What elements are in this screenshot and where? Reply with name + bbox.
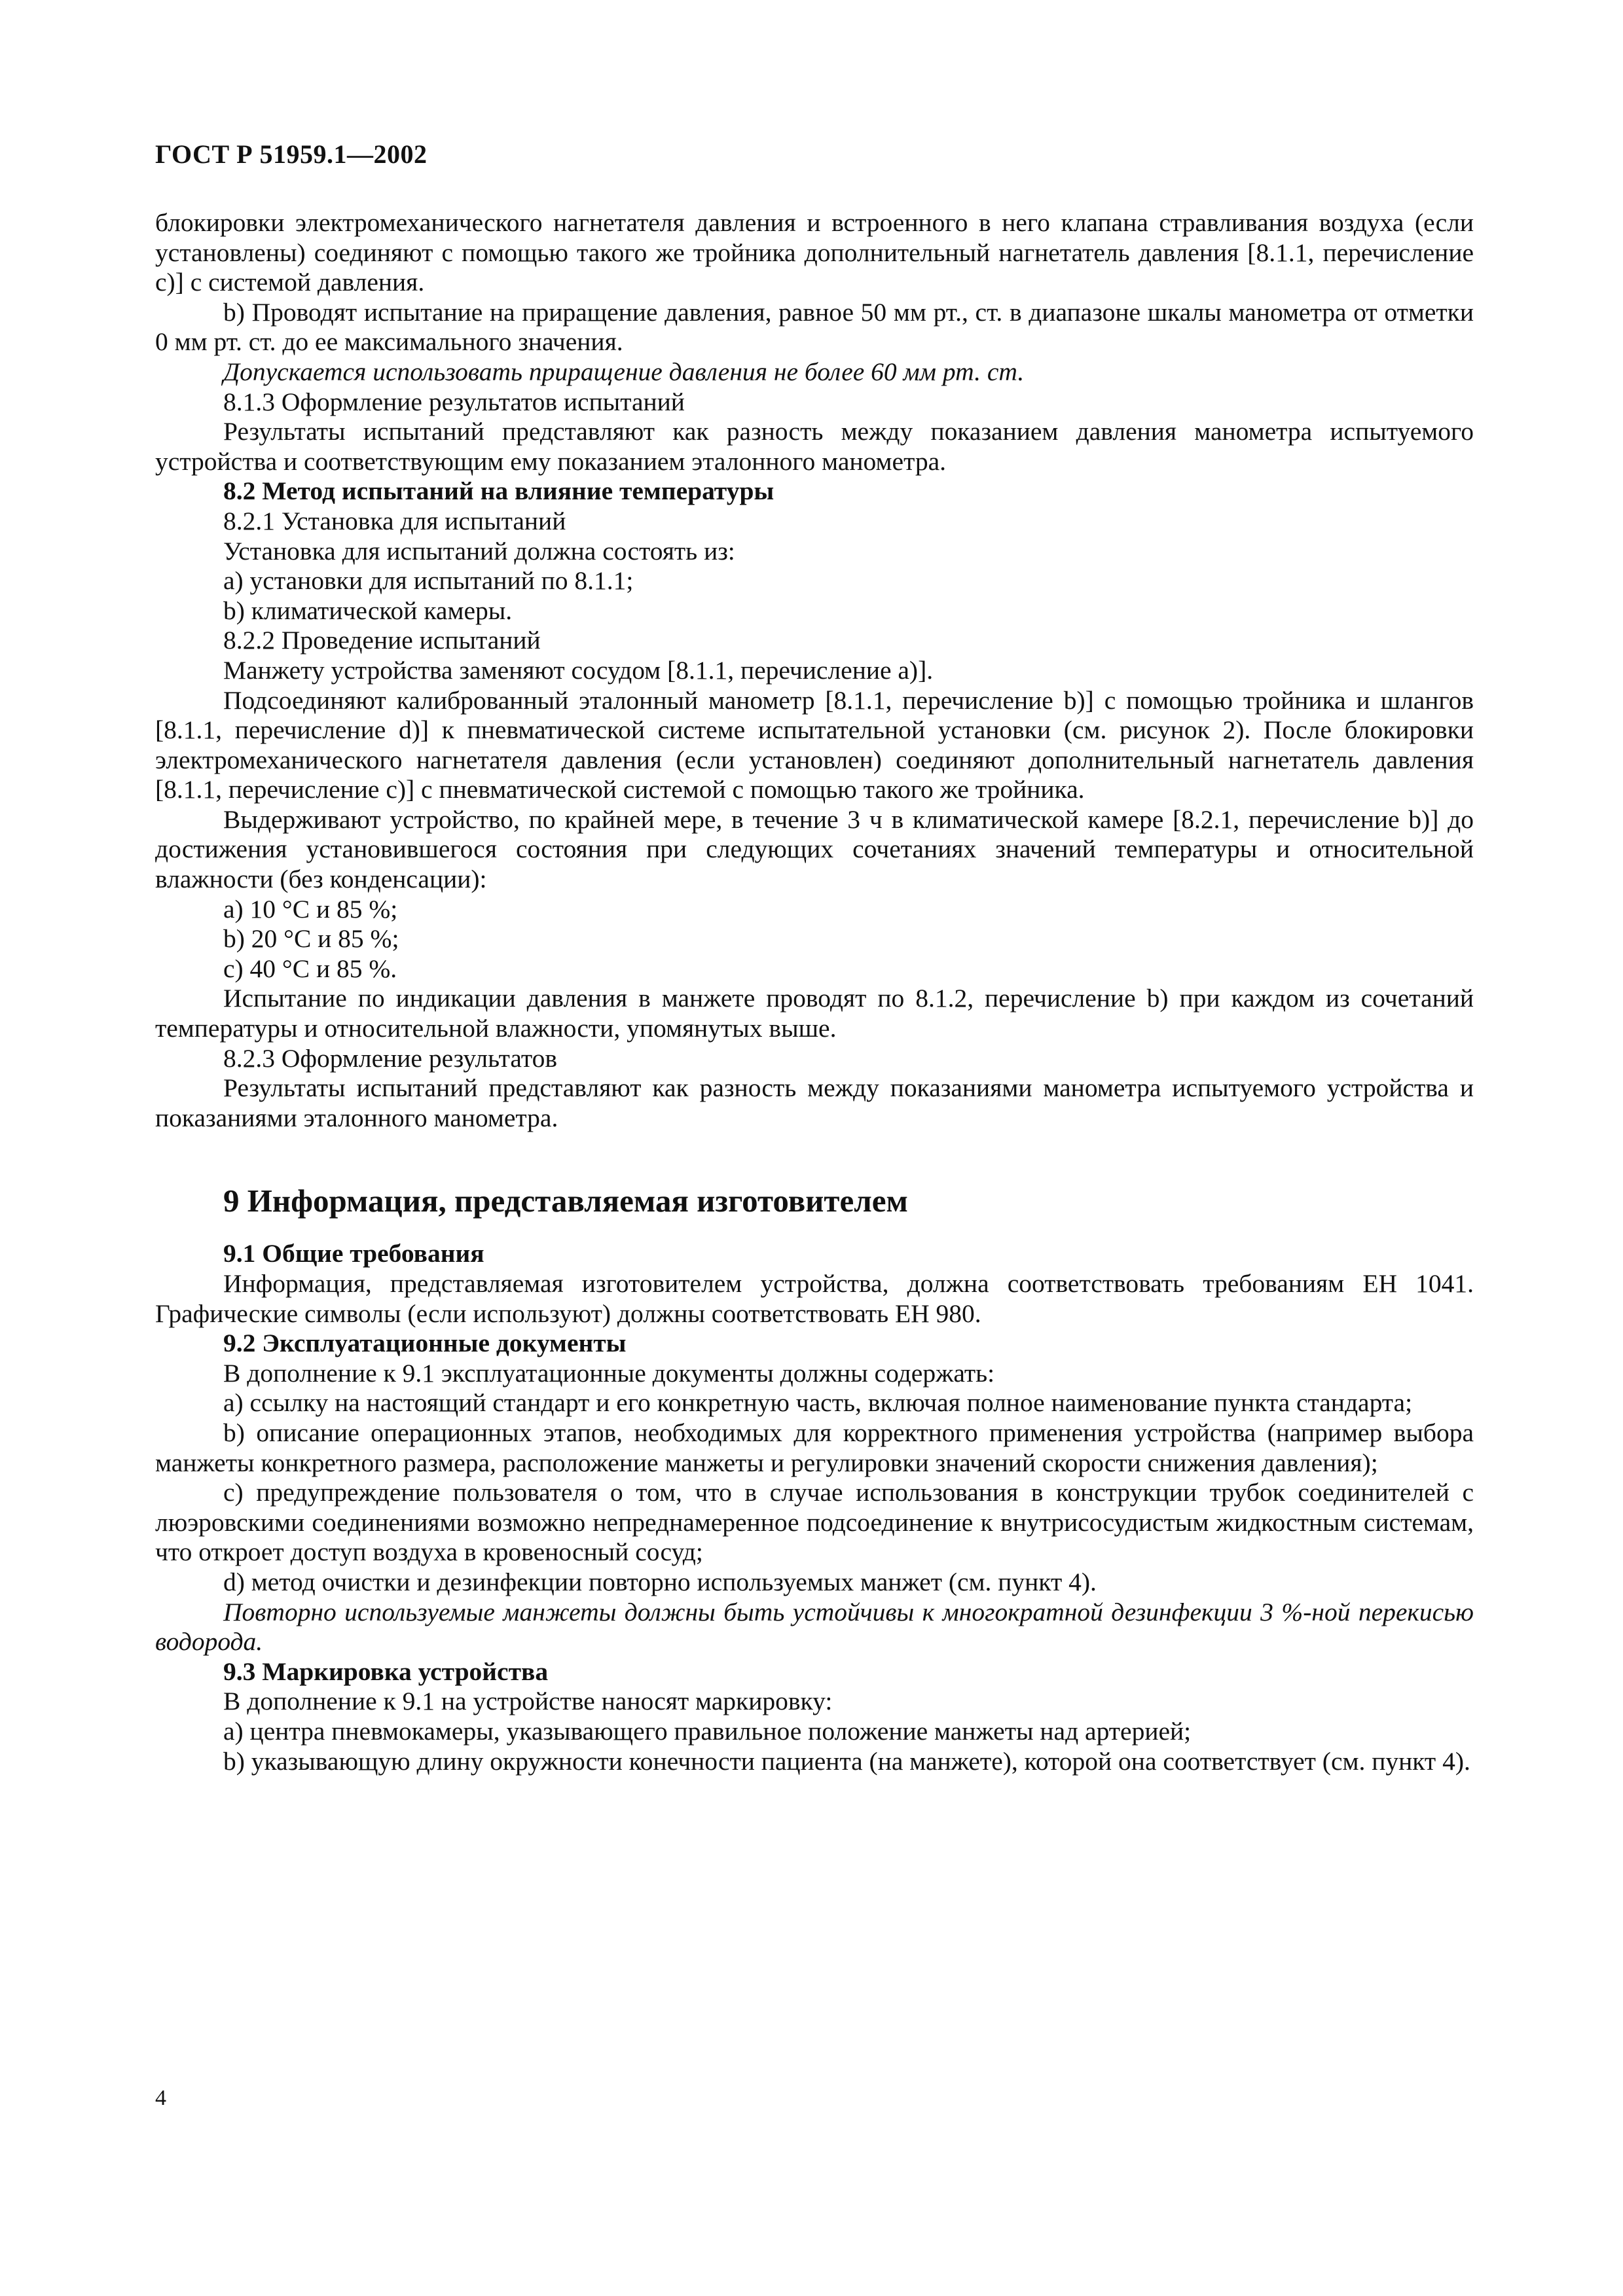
subsection-heading-8-2-1: 8.2.1 Установка для испытаний (223, 506, 566, 535)
subsection-heading-8-2-3: 8.2.3 Оформление результатов (223, 1043, 557, 1073)
chapter-heading-9: 9 Информация, представляемая изготовителем (223, 1183, 908, 1219)
paragraph-continuation: блокировки электромеханического нагнетателя давления и встроенного в него клапана стравливания воздуха (если установлены) соединяют с помощью такого же тройника дополнительный нагнетатель давления [8.1.1, перечисление с)] с системой давления. (155, 208, 1474, 297)
list-item-a: а) установки для испытаний по 8.1.1; (223, 566, 634, 596)
note-italic: Повторно используемые манжеты должны быть устойчивы к многократной дезинфекции 3 %-ной перекисью водорода. (155, 1597, 1474, 1657)
section-heading-8-2: 8.2 Метод испытаний на влияние температуры (223, 476, 775, 506)
paragraph: Результаты испытаний представляют как разность между показаниями манометра испытуемого устройства и показаниями эталонного манометра. (155, 1073, 1474, 1132)
subsection-heading-8-2-2: 8.2.2 Проведение испытаний (223, 626, 541, 655)
list-item-b: b) климатической камеры. (223, 596, 513, 625)
list-item-c: с) предупреждение пользователя о том, что в случае использования в конструкции трубок соединителей с люэровскими соединениями возможно непреднамеренное подсоединение к внутрисосудистым жидкостным системам, что откроет доступ воздуха в кровеносный сосуд; (155, 1478, 1474, 1567)
list-item-b: b) указывающую длину окружности конечности пациента (на манжете), которой она соответствует (см. пункт 4). (223, 1746, 1470, 1776)
list-item-b: b) 20 °С и 85 %; (223, 924, 399, 954)
paragraph: Манжету устройства заменяют сосудом [8.1.1, перечисление а)]. (223, 655, 934, 685)
list-item-a: а) 10 °С и 85 %; (223, 894, 398, 924)
list-item-b: b) описание операционных этапов, необходимых для корректного применения устройства (например выбора манжеты конкретного размера, расположение манжеты и регулировки значений скорости снижения давления); (155, 1418, 1474, 1477)
section-heading-9-3: 9.3 Маркировка устройства (223, 1657, 549, 1686)
document-code-header: ГОСТ Р 51959.1—2002 (155, 139, 428, 169)
section-heading-9-1: 9.1 Общие требования (223, 1239, 484, 1268)
paragraph: Информация, представляемая изготовителем устройства, должна соответствовать требованиям ЕН 1041. Графические символы (если используют) должны соответствовать ЕН 980. (155, 1269, 1474, 1328)
list-item-a: а) центра пневмокамеры, указывающего правильное положение манжеты над артерией; (223, 1716, 1192, 1746)
list-item-c: с) 40 °С и 85 %. (223, 954, 397, 983)
subsection-heading-8-1-3: 8.1.3 Оформление результатов испытаний (223, 387, 685, 416)
paragraph: Результаты испытаний представляют как разность между показанием давления манометра испытуемого устройства и соответствующим ему показанием эталонного манометра. (155, 417, 1474, 476)
section-heading-9-2: 9.2 Эксплуатационные документы (223, 1329, 627, 1358)
list-item-a: а) ссылку на настоящий стандарт и его конкретную часть, включая полное наименование пункта стандарта; (223, 1388, 1413, 1418)
list-item-d: d) метод очистки и дезинфекции повторно используемых манжет (см. пункт 4). (223, 1567, 1097, 1596)
paragraph: Подсоединяют калиброванный эталонный манометр [8.1.1, перечисление b)] с помощью тройника и шлангов [8.1.1, перечисление d)] к пневматической системе испытательной установки (см. рисунок 2). После блокировки электромеханического нагнетателя давления (если установлен) соединяют дополнительный нагнетатель давления [8.1.1, перечисление с)] с пневматической системой с помощью такого же тройника. (155, 685, 1474, 804)
paragraph: Установка для испытаний должна состоять из: (223, 536, 735, 565)
paragraph: В дополнение к 9.1 эксплуатационные документы должны содержать: (223, 1358, 995, 1388)
paragraph: Испытание по индикации давления в манжете проводят по 8.1.2, перечисление b) при каждом из сочетаний температуры и относительной влажности, упомянутых выше. (155, 984, 1474, 1043)
page-number: 4 (155, 2086, 166, 2110)
document-body (155, 208, 1474, 1776)
note-italic: Допускается использовать приращение давления не более 60 мм рт. ст. (223, 357, 1025, 386)
paragraph: В дополнение к 9.1 на устройстве наносят маркировку: (223, 1687, 833, 1716)
list-item-b: b) Проводят испытание на приращение давления, равное 50 мм рт., ст. в диапазоне шкалы манометра от отметки 0 мм рт. ст. до ее максимального значения. (155, 297, 1474, 357)
paragraph: Выдерживают устройство, по крайней мере, в течение 3 ч в климатической камере [8.2.1, перечисление b)] до достижения установившегося состояния при следующих сочетаниях значений температуры и относительной влажности (без конденсации): (155, 804, 1474, 894)
